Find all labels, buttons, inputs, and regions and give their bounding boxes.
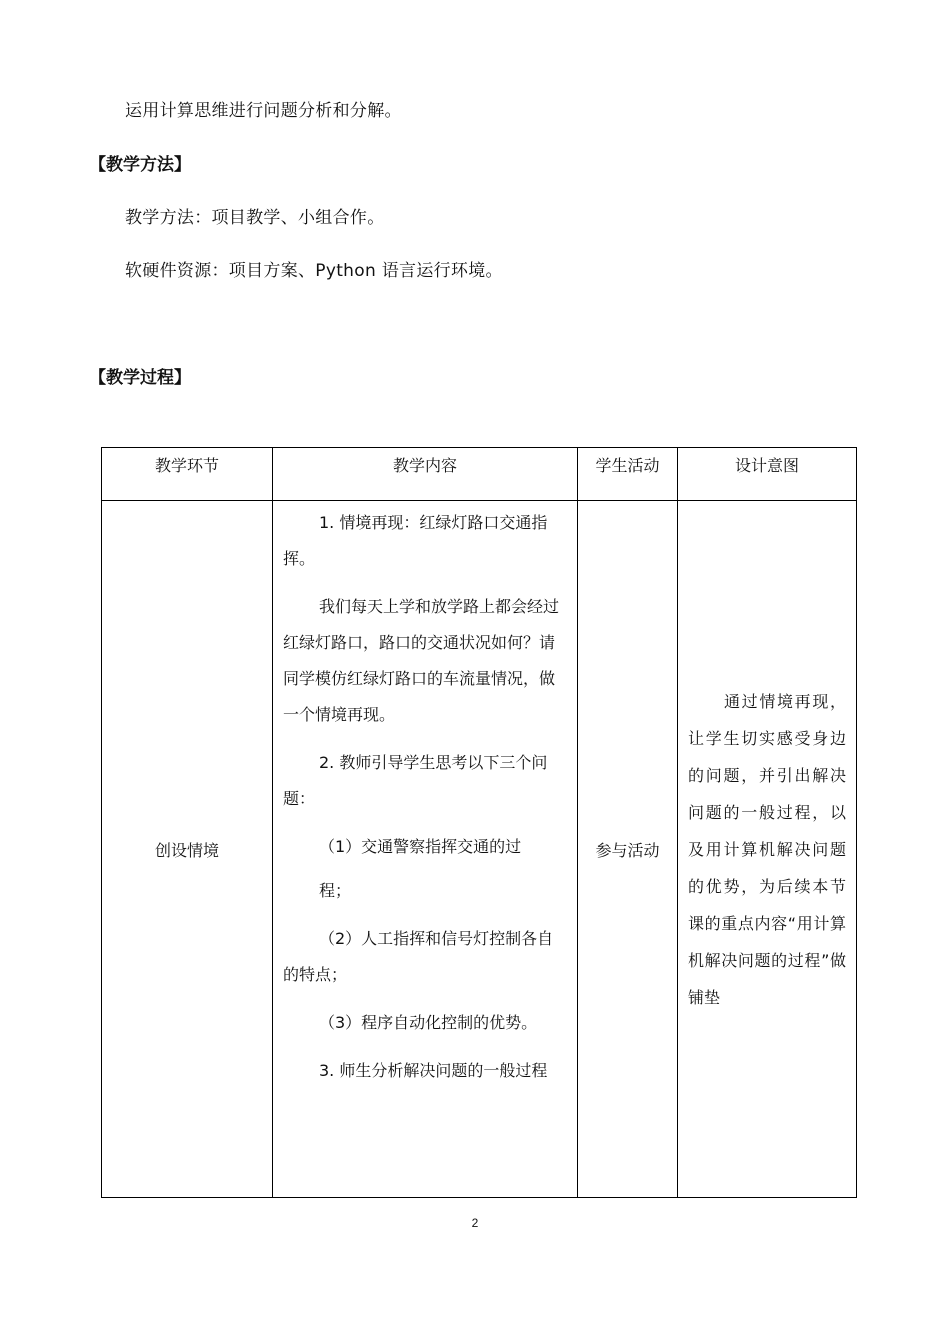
header-intent: 设计意图 xyxy=(678,448,857,501)
process-heading: 【教学过程】 xyxy=(89,368,191,388)
header-stage: 教学环节 xyxy=(102,448,273,501)
table-row xyxy=(102,501,857,1198)
resource-line: 软硬件资源：项目方案、Python 语言运行环境。 xyxy=(125,261,503,281)
header-content: 教学内容 xyxy=(273,448,578,501)
intent-cell xyxy=(678,501,857,1198)
content-item: 1. 情境再现：红绿灯路口交通指挥。 xyxy=(283,513,548,568)
table-header-row xyxy=(102,448,857,501)
stage-label: 创设情境 xyxy=(154,840,219,860)
method-line: 教学方法：项目教学、小组合作。 xyxy=(125,208,385,228)
activity-label: 参与活动 xyxy=(595,840,660,860)
intent-text: 通过情境再现，让学生切实感受身边的问题，并引出解决问题的一般过程，以及用计算机解决问题的优势，为后续本节课的重点内容“用计算机解决问题的过程”做铺垫 xyxy=(688,691,846,1007)
content-cell xyxy=(273,501,578,1198)
content-item: 程； xyxy=(319,881,352,900)
stage-cell xyxy=(102,501,273,1198)
intro-paragraph: 运用计算思维进行问题分析和分解。 xyxy=(125,101,402,121)
content-item: 2. 教师引导学生思考以下三个问题： xyxy=(283,753,548,808)
teaching-process-table xyxy=(101,447,857,1198)
activity-cell xyxy=(578,501,678,1198)
content-item: 3. 师生分析解决问题的一般过程 xyxy=(319,1061,548,1080)
header-activity: 学生活动 xyxy=(578,448,678,501)
method-heading: 【教学方法】 xyxy=(89,155,191,175)
content-item: （3）程序自动化控制的优势。 xyxy=(319,1013,538,1032)
content-item: （2）人工指挥和信号灯控制各自的特点； xyxy=(283,929,554,984)
content-item: （1）交通警察指挥交通的过 xyxy=(319,837,522,856)
page-number: 2 xyxy=(471,1216,479,1230)
content-item: 我们每天上学和放学路上都会经过红绿灯路口，路口的交通状况如何？请同学模仿红绿灯路口的车流量情况，做一个情境再现。 xyxy=(283,597,560,724)
